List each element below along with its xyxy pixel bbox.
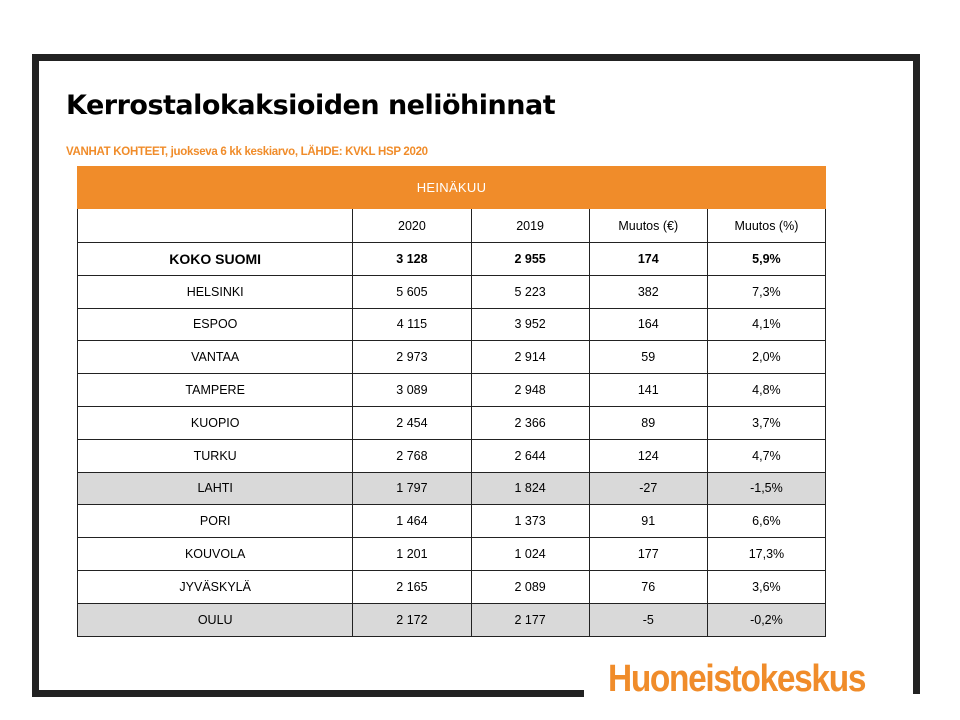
header-change-pct: Muutos (%) [707,209,825,243]
row-change-eur: -5 [589,603,707,636]
row-2019: 2 177 [471,603,589,636]
table-row [78,439,826,472]
table-row [78,570,826,603]
row-city: ESPOO [78,308,353,341]
month-band: HEINÄKUU [78,167,826,209]
row-change-pct: 4,7% [707,439,825,472]
row-change-eur: 89 [589,406,707,439]
row-2019: 2 644 [471,439,589,472]
row-2020: 1 464 [353,505,471,538]
row-2020: 2 454 [353,406,471,439]
table-band-row [78,167,826,209]
row-city: KOKO SUOMI [78,243,353,276]
row-change-pct: 3,6% [707,570,825,603]
row-2020: 3 089 [353,374,471,407]
price-table [77,166,826,637]
row-2019: 1 024 [471,538,589,571]
table-row [78,603,826,636]
row-change-pct: 4,8% [707,374,825,407]
row-2020: 3 128 [353,243,471,276]
row-2020: 1 201 [353,538,471,571]
row-2019: 2 914 [471,341,589,374]
header-2019: 2019 [471,209,589,243]
row-city: TURKU [78,439,353,472]
page-subtitle: VANHAT KOHTEET, juokseva 6 kk keskiarvo, LÄHDE: KVKL HSP 2020 [66,146,428,158]
table-row [78,406,826,439]
row-2020: 2 768 [353,439,471,472]
row-city: JYVÄSKYLÄ [78,570,353,603]
table-row [78,472,826,505]
table-row [78,341,826,374]
row-2019: 3 952 [471,308,589,341]
table-row [78,505,826,538]
row-city: VANTAA [78,341,353,374]
row-2020: 2 973 [353,341,471,374]
row-2020: 2 172 [353,603,471,636]
row-2020: 5 605 [353,275,471,308]
table-row [78,374,826,407]
huoneistokeskus-logo: Huoneistokeskus [608,658,866,700]
row-change-pct: 5,9% [707,243,825,276]
table-row [78,308,826,341]
row-change-eur: 124 [589,439,707,472]
row-change-eur: 141 [589,374,707,407]
row-change-pct: 7,3% [707,275,825,308]
row-change-pct: 6,6% [707,505,825,538]
row-city: OULU [78,603,353,636]
row-2019: 2 089 [471,570,589,603]
header-2020: 2020 [353,209,471,243]
row-2019: 1 373 [471,505,589,538]
header-change-eur: Muutos (€) [589,209,707,243]
row-change-eur: 382 [589,275,707,308]
row-change-eur: 59 [589,341,707,374]
row-change-pct: 4,1% [707,308,825,341]
row-2019: 2 948 [471,374,589,407]
row-change-pct: -1,5% [707,472,825,505]
row-city: KUOPIO [78,406,353,439]
row-2020: 1 797 [353,472,471,505]
row-change-eur: 174 [589,243,707,276]
row-change-eur: 164 [589,308,707,341]
row-2020: 4 115 [353,308,471,341]
header-city [78,209,353,243]
row-2019: 1 824 [471,472,589,505]
row-city: PORI [78,505,353,538]
table-row [78,243,826,276]
table-header-row [78,209,826,243]
table-row [78,538,826,571]
table-row [78,275,826,308]
row-change-pct: 17,3% [707,538,825,571]
row-city: TAMPERE [78,374,353,407]
row-change-eur: 177 [589,538,707,571]
row-2020: 2 165 [353,570,471,603]
slide-frame-bottom [32,690,584,697]
row-2019: 2 955 [471,243,589,276]
row-2019: 2 366 [471,406,589,439]
row-change-pct: -0,2% [707,603,825,636]
row-city: HELSINKI [78,275,353,308]
row-city: KOUVOLA [78,538,353,571]
row-change-eur: 91 [589,505,707,538]
row-2019: 5 223 [471,275,589,308]
row-city: LAHTI [78,472,353,505]
row-change-pct: 3,7% [707,406,825,439]
row-change-eur: -27 [589,472,707,505]
table-body [78,243,826,637]
row-change-pct: 2,0% [707,341,825,374]
row-change-eur: 76 [589,570,707,603]
page-title: Kerrostalokaksioiden neliöhinnat [66,90,556,121]
